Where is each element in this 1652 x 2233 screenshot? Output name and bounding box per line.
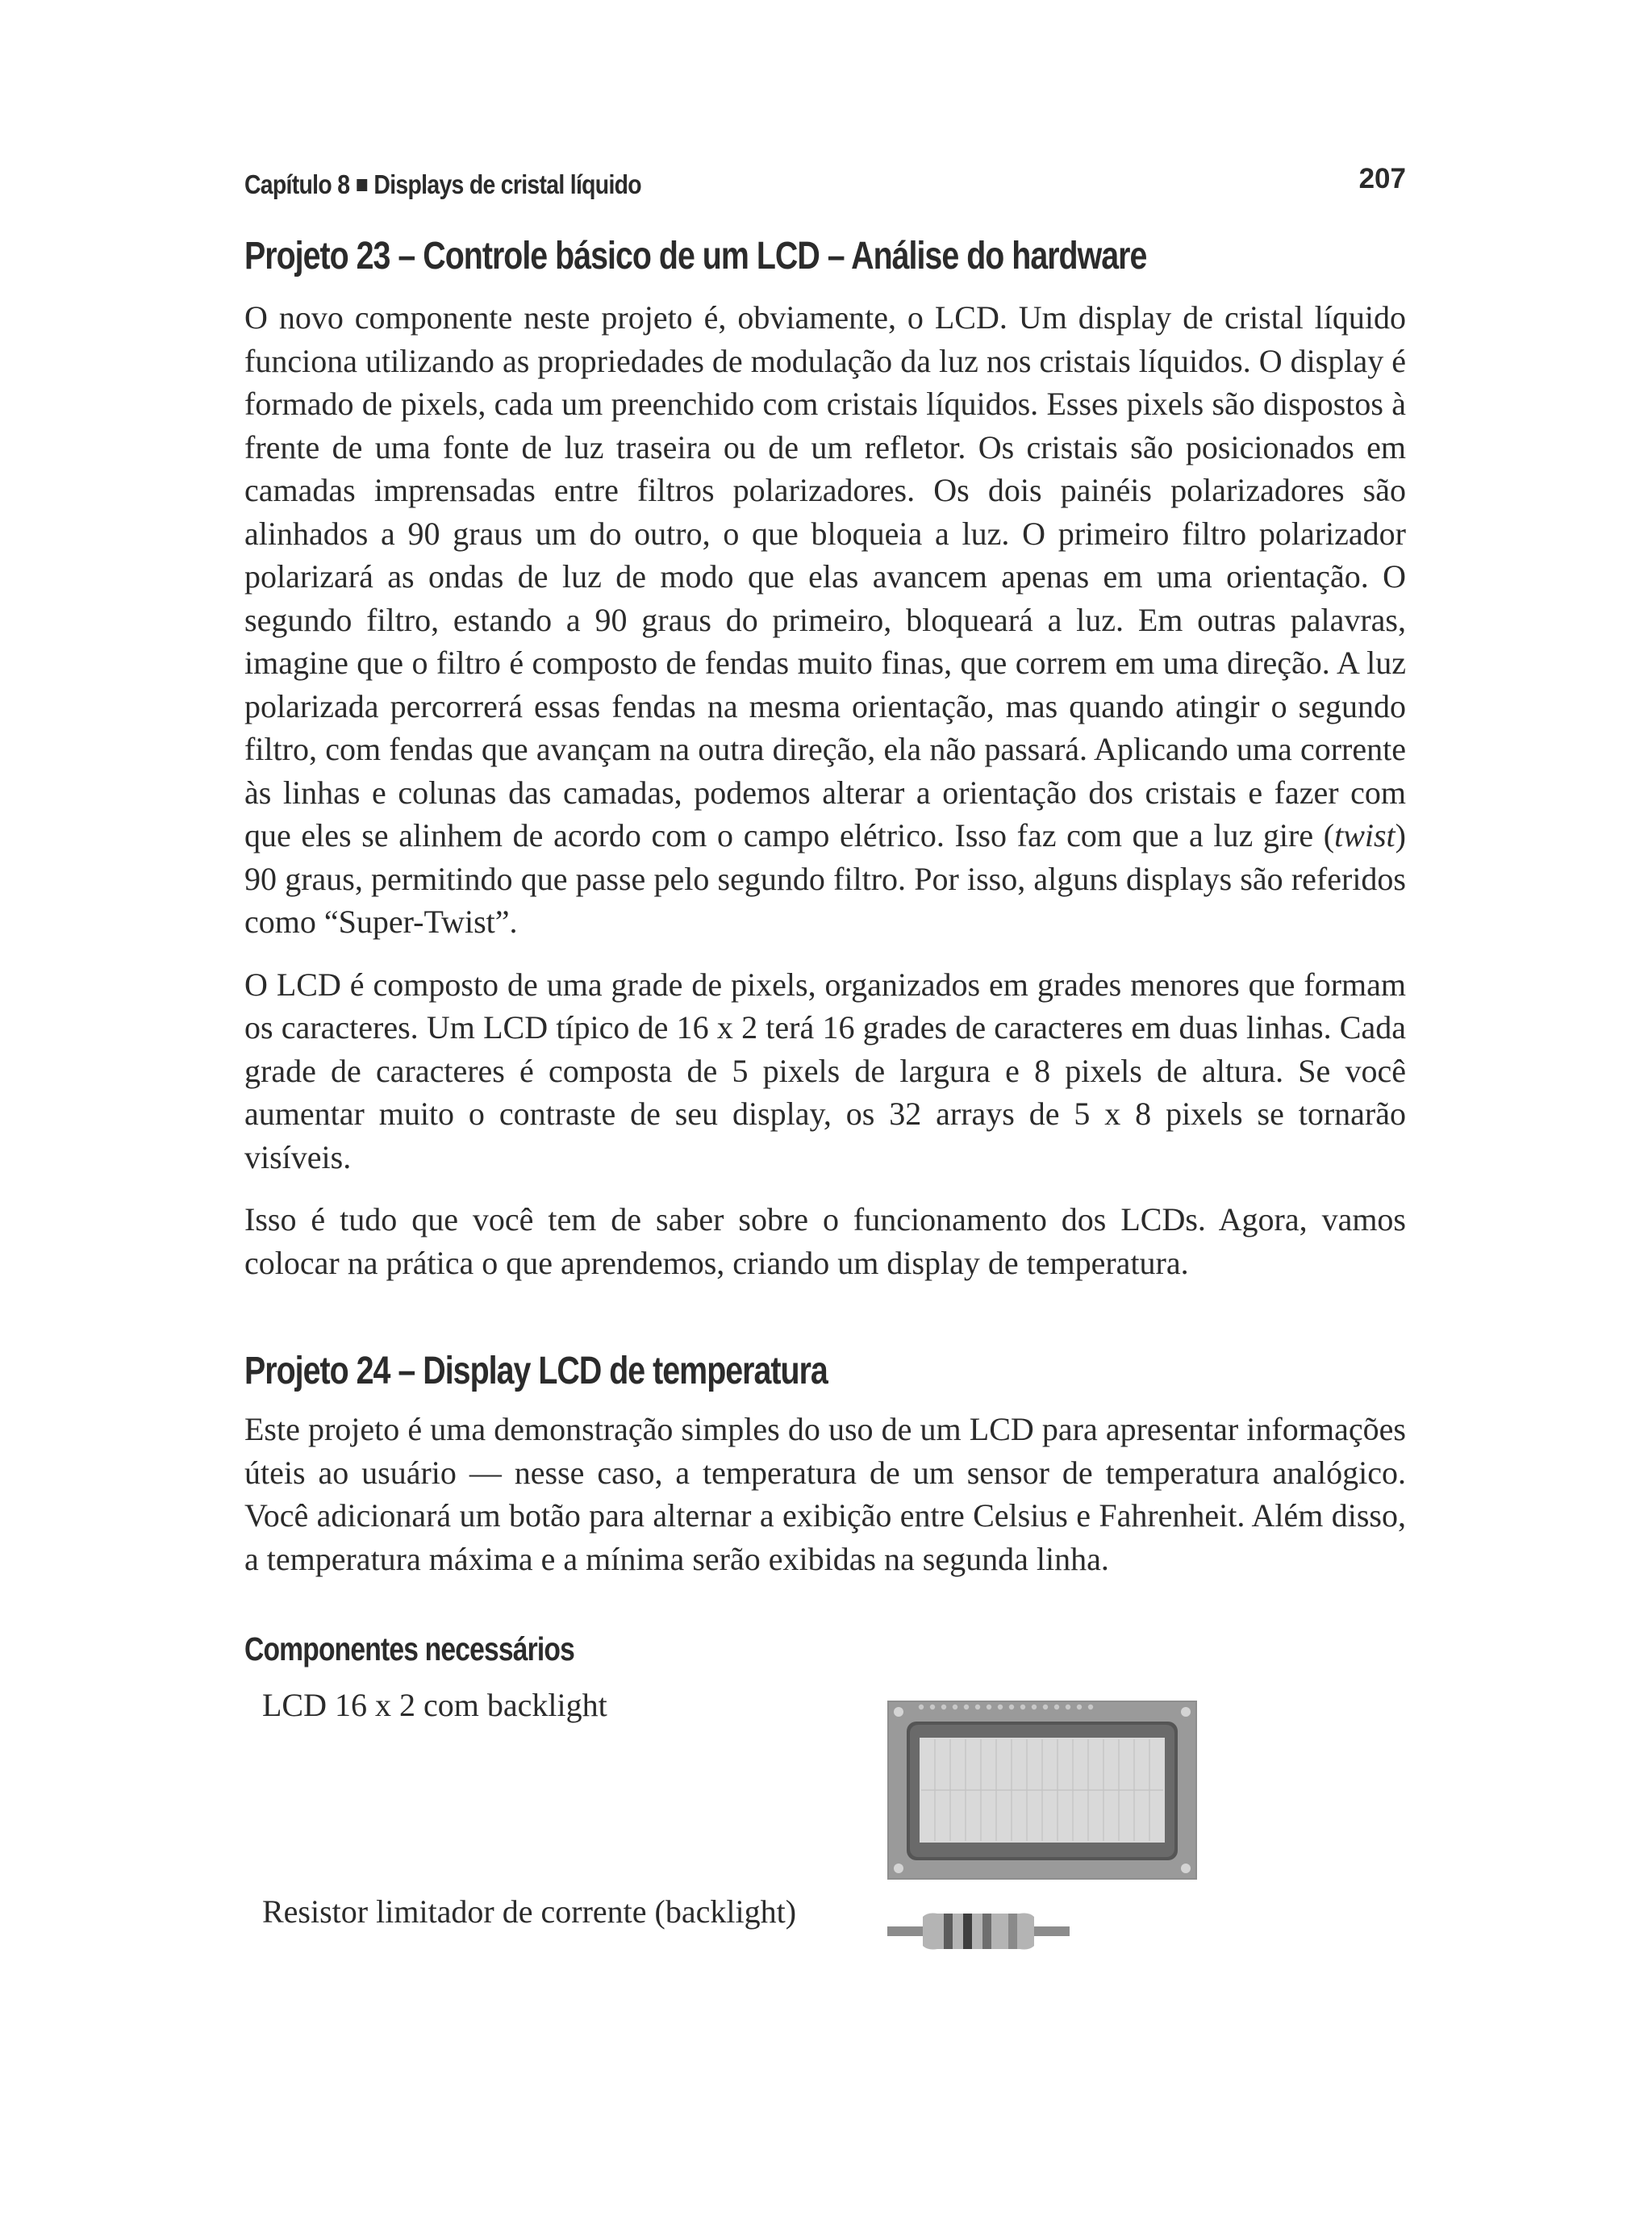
project-23-paragraph-1 <box>244 296 1406 944</box>
project-24-paragraph-1: Este projeto é uma demonstração simples do uso de um LCD para apresentar informações úteis ao usuário — nesse caso, a temperatura de um sensor de temperatura analógico. Você adicionará um botão para alternar a exibição entre Celsius e Fahrenheit. Além disso, a temperatura máxima e a mínima serão exibidas na segunda linha. <box>244 1411 1406 1577</box>
project-23-heading: Projeto 23 – Controle básico de um LCD – Análise do hardware <box>244 235 1147 278</box>
components-heading: Componentes necessários <box>244 1630 575 1667</box>
project-23-paragraph-2: O LCD é composto de uma grade de pixels, organizados em grades menores que formam os caracteres. Um LCD típico de 16 x 2 terá 16 grades de caracteres em duas linhas. Cada grade de caracteres é composta de 5 pixels de largura e 8 pixels de altura. Se você aumentar muito o contraste de seu display, os 32 arrays de 5 x 8 pixels se tornarão visíveis. <box>244 966 1406 1175</box>
page-number: 207 <box>1358 163 1406 194</box>
paragraph-text: O novo componente neste projeto é, obviamente, o LCD. Um display de cristal líquido funciona utilizando as propriedades de modulação da luz nos cristais líquidos. O display é formado de pixels, cada um preenchido com cristais líquidos. Esses pixels são dispostos à frente de uma fonte de luz traseira ou de um refletor. Os cristais são posicionados em camadas imprensadas entre filtros polarizadores. Os dois painéis polarizadores são alinhados a 90 graus um do outro, o que bloqueia a luz. O primeiro filtro polarizador polarizará as ondas de luz de modo que elas avancem apenas em uma orientação. O segundo filtro, estando a 90 graus do primeiro, bloqueará a luz. Em outras palavras, imagine que o filtro é composto de fendas muito finas, que correm em uma direção. A luz polarizada percorrerá essas fendas na mesma orientação, mas quando atingir o segundo filtro, com fendas que avançam na outra direção, ela não passará. Aplicando uma corrente às linhas e colunas das camadas, podemos alterar a orientação dos cristais e fazer com que eles se alinhem de acordo com o campo elétrico. Isso faz com que a luz gire ( <box>244 299 1406 854</box>
italic-term: twist <box>1334 817 1395 854</box>
lcd-module-icon <box>887 1701 1197 1880</box>
component-label-lcd: LCD 16 x 2 com backlight <box>262 1687 607 1723</box>
components-list <box>244 1668 1406 2023</box>
resistor-icon <box>887 1909 1070 1954</box>
page-body <box>244 234 1406 2023</box>
chapter-title: Displays de cristal líquido <box>373 169 641 199</box>
paragraph-text: ) 90 graus, permitindo que passe pelo segundo filtro. Por isso, alguns displays são referidos como “Super-Twist”. <box>244 817 1406 940</box>
square-bullet-icon <box>357 179 367 191</box>
project-23-paragraph-3: Isso é tudo que você tem de saber sobre o funcionamento dos LCDs. Agora, vamos colocar na prática o que aprendemos, criando um display de temperatura. <box>244 1201 1406 1281</box>
project-24-heading: Projeto 24 – Display LCD de temperatura <box>244 1350 828 1392</box>
running-head <box>244 169 641 200</box>
chapter-number: Capítulo 8 <box>244 169 350 199</box>
component-label-resistor: Resistor limitador de corrente (backlight) <box>262 1893 797 1930</box>
